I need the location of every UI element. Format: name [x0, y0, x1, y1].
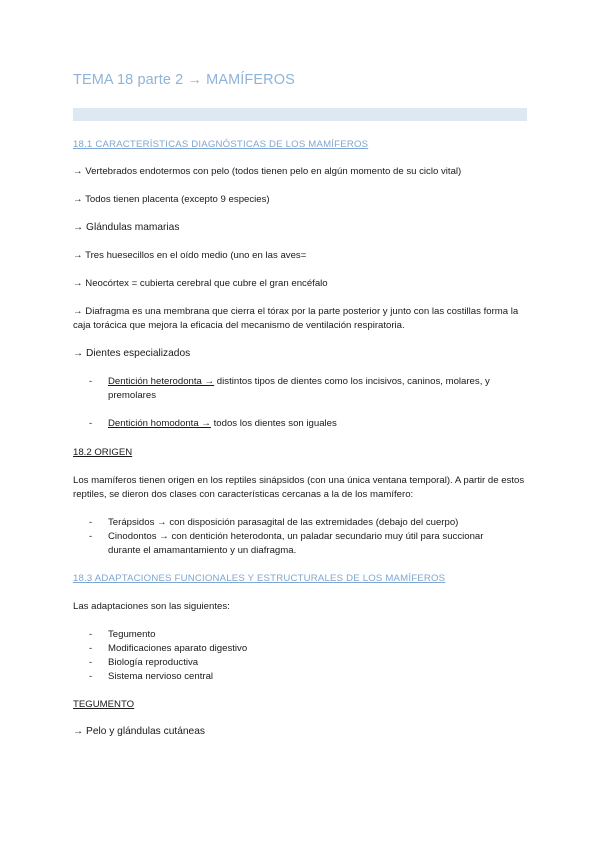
list-item: → Vertebrados endotermos con pelo (todos tienen pelo en algún momento de su ciclo vital) — [73, 166, 462, 177]
list-item: → Neocórtex = cubierta cerebral que cubre el gran encéfalo — [73, 278, 328, 289]
adaptation-item: Biología reproductiva — [108, 657, 199, 668]
list-item: → Pelo y glándulas cutáneas — [73, 726, 205, 737]
bullet-marker: - — [89, 629, 93, 640]
bullet-marker: - — [89, 517, 93, 528]
bullet-marker: - — [89, 657, 93, 668]
teeth-desc: todos los dientes son iguales — [210, 418, 337, 429]
origin-item: Terápsidos → con disposición parasagital de las extremidades (debajo del cuerpo) — [108, 517, 459, 528]
section-heading-1: 18.1 CARACTERÍSTICAS DIAGNÓSTICAS DE LOS MAMÍFEROS — [73, 139, 369, 150]
list-item: → Tres huesecillos en el oído medio (uno en las aves= — [73, 250, 307, 261]
list-item: → Diafragma es una membrana que cierra el tórax por la parte posterior y junto con las costillas forma la caja torácica que mejora la eficacia del mecanismo de ventilación respiratoria. — [73, 306, 519, 331]
teeth-desc: distintos tipos de dientes como los incisivos, caninos, molares, y premolares — [108, 376, 490, 401]
adaptation-item: Sistema nervioso central — [108, 671, 214, 682]
teeth-item-homodonta — [108, 417, 528, 431]
adaptation-item: Tegumento — [108, 629, 156, 640]
origin-item: Cinodontos → con dentición heterodonta, un paladar secundario muy útil para succionar durante el amamantamiento y un diafragma. — [108, 531, 484, 556]
list-item: → Dientes especializados — [73, 348, 191, 359]
header-bar — [73, 108, 527, 121]
bullet-marker: - — [89, 643, 93, 654]
list-item: → Todos tienen placenta (excepto 9 especies) — [73, 194, 270, 205]
bullet-marker: - — [89, 376, 93, 387]
page-title: TEMA 18 parte 2 → MAMÍFEROS — [73, 72, 295, 88]
section-heading-3: 18.3 ADAPTACIONES FUNCIONALES Y ESTRUCTURALES DE LOS MAMÍFEROS — [73, 573, 446, 584]
adaptations-intro: Las adaptaciones son las siguientes: — [73, 601, 230, 612]
adaptation-item: Modificaciones aparato digestivo — [108, 643, 248, 654]
bullet-marker: - — [89, 531, 93, 542]
list-item: → Glándulas mamarias — [73, 222, 180, 233]
bullet-marker: - — [89, 671, 93, 682]
section-heading-4: TEGUMENTO — [73, 699, 135, 710]
bullet-marker: - — [89, 418, 93, 429]
teeth-term: Dentición homodonta → — [108, 418, 211, 429]
origin-paragraph: Los mamíferos tienen origen en los reptiles sinápsidos (con una única ventana temporal). A partir de estos reptiles, se dieron dos clases con características cercanas a la de los mamífero: — [73, 475, 525, 500]
teeth-item-heterodonta — [108, 375, 528, 403]
section-heading-2: 18.2 ORIGEN — [73, 447, 133, 458]
teeth-term: Dentición heterodonta → — [108, 376, 215, 387]
